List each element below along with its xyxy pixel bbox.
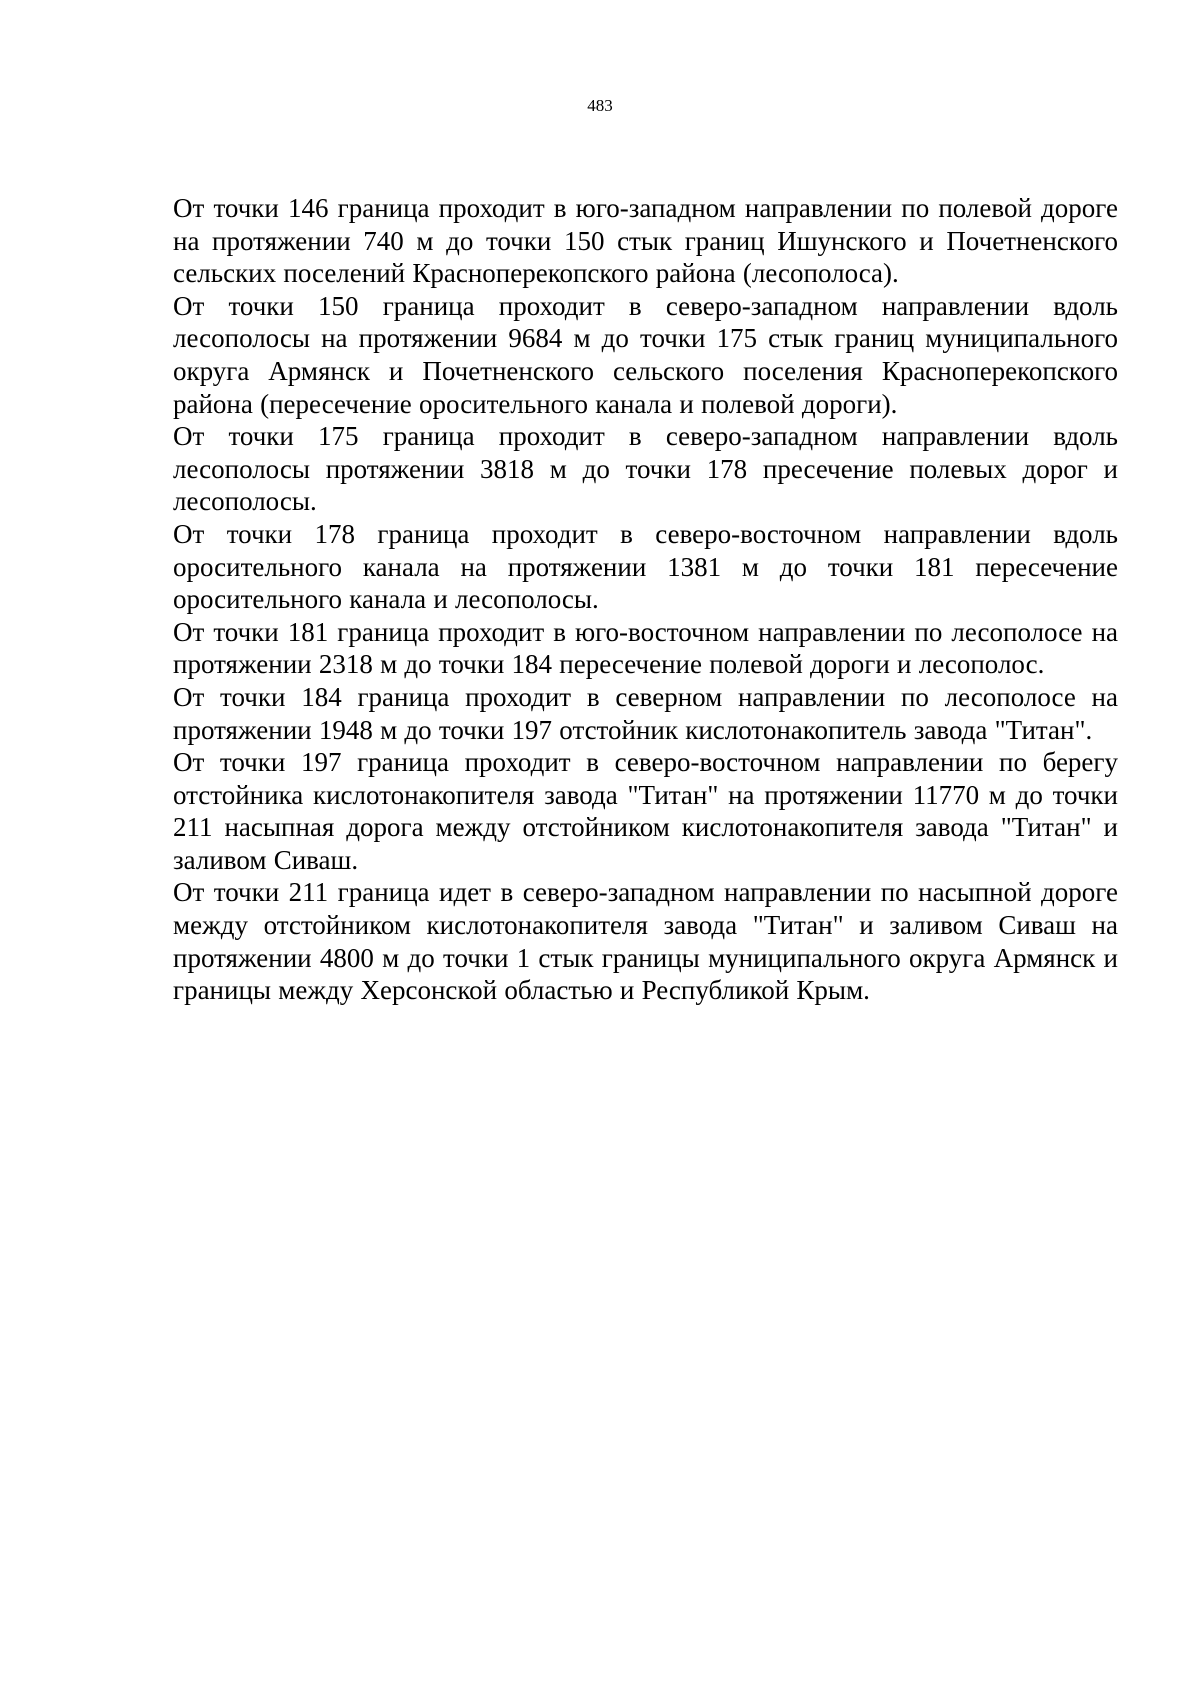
paragraph-point-211: От точки 211 граница идет в северо-западном направлении по насыпной дороге между отстойником кислотонакопителя завода "Титан" и заливом Сиваш на протяжении 4800 м до точки 1 стык границы муниципального округа Армянск и границы между Херсонской областью и Республикой Крым.	[173, 877, 1118, 1006]
paragraph-point-150: От точки 150 граница проходит в северо-западном направлении вдоль лесополосы на протяжении 9684 м до точки 175 стык границ муниципального округа Армянск и Почетненского сельского поселения Красноперекопского района (пересечение оросительного канала и полевой дороги).	[173, 290, 1118, 419]
paragraph-point-146: От точки 146 граница проходит в юго-западном направлении по полевой дороге на протяжении 740 м до точки 150 стык границ Ишунского и Почетненского сельских поселений Красноперекопского района (лесополоса).	[173, 193, 1118, 289]
paragraph-point-178: От точки 178 граница проходит в северо-восточном направлении вдоль оросительного канала на протяжении 1381 м до точки 181 пересечение оросительного канала и лесополосы.	[173, 518, 1118, 615]
paragraph-point-181: От точки 181 граница проходит в юго-восточном направлении по лесополосе на протяжении 2318 м до точки 184 пересечение полевой дороги и лесополос.	[173, 616, 1118, 680]
paragraph-point-184: От точки 184 граница проходит в северном направлении по лесополосе на протяжении 1948 м до точки 197 отстойник кислотонакопитель завода "Титан".	[173, 681, 1118, 745]
document-body	[173, 192, 1118, 1007]
page-number: 483	[587, 96, 613, 115]
paragraph-point-197: От точки 197 граница проходит в северо-восточном направлении по берегу отстойника кислотонакопителя завода "Титан" на протяжении 11770 м до точки 211 насыпная дорога между отстойником кислотонакопителя завода "Титан" и заливом Сиваш.	[173, 747, 1118, 875]
paragraph-point-175: От точки 175 граница проходит в северо-западном направлении вдоль лесополосы протяжении 3818 м до точки 178 пресечение полевых дорог и лесополосы.	[173, 421, 1118, 517]
